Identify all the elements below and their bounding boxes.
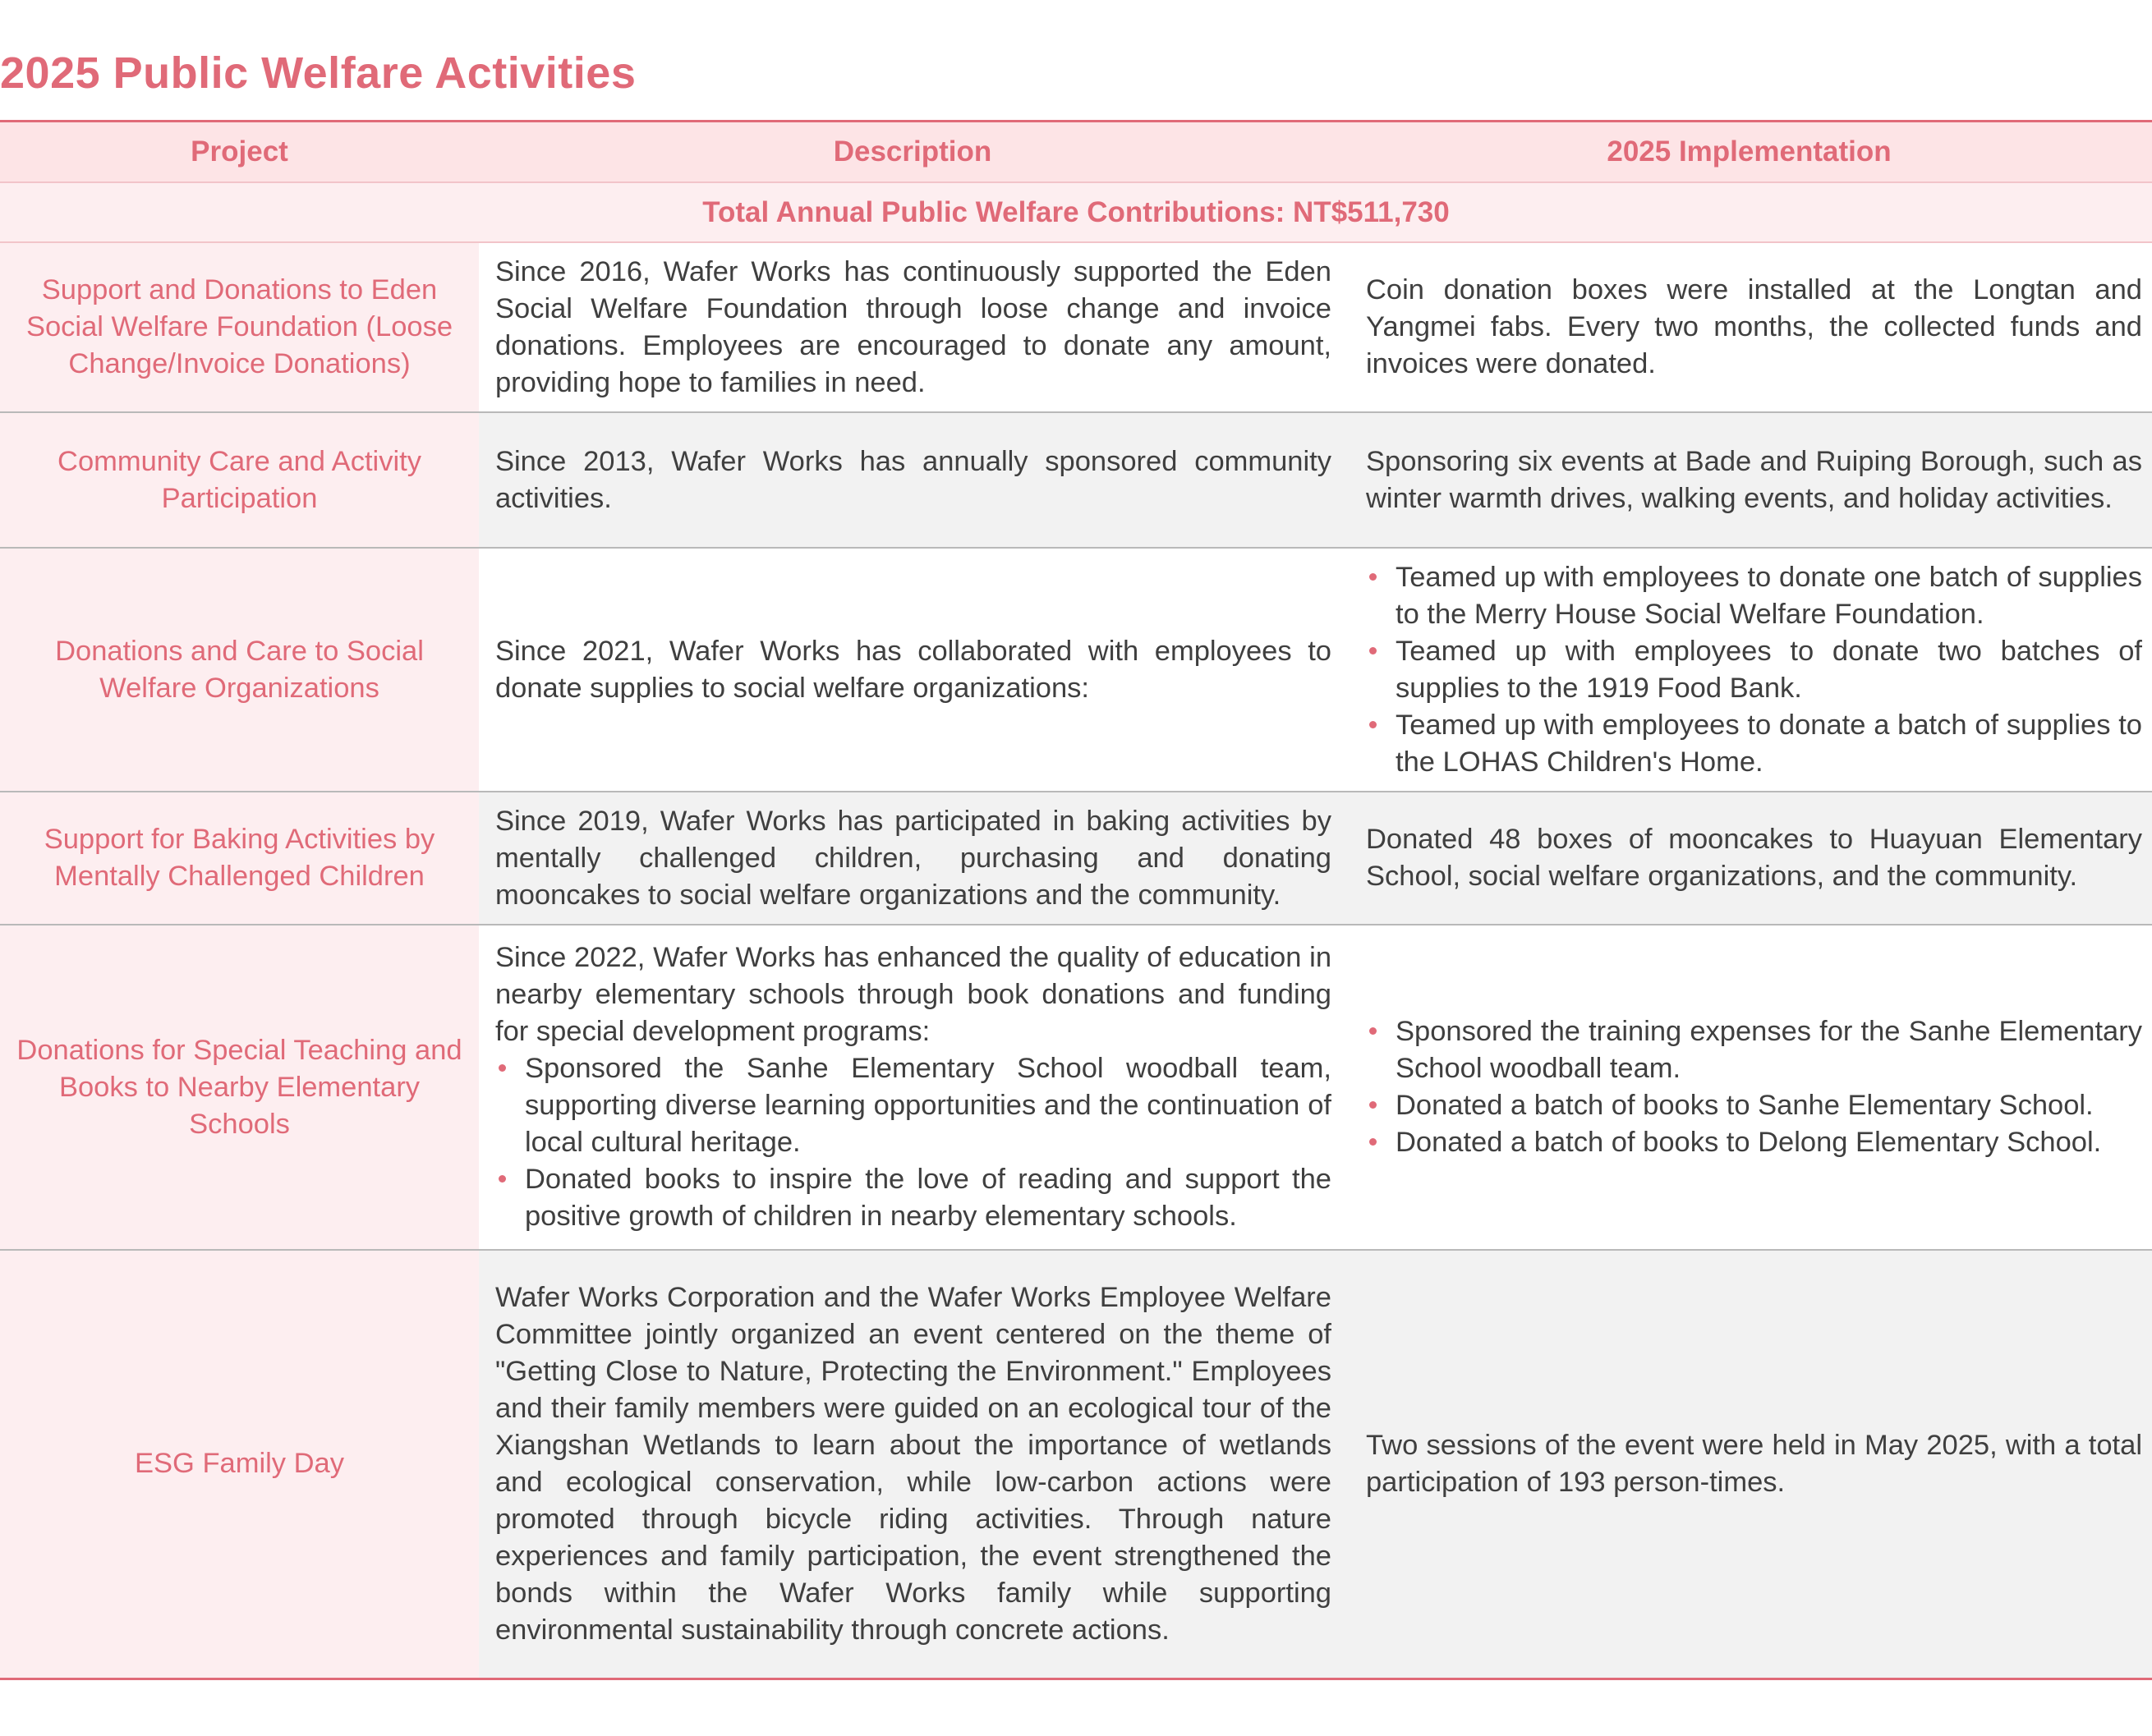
implementation-cell	[1346, 925, 2152, 1250]
list-item: Sponsored the training expenses for the Sanhe Elementary School woodball team.	[1366, 1013, 2142, 1087]
table-row	[0, 1250, 2152, 1679]
description-cell: Since 2013, Wafer Works has annually sponsored community activities.	[479, 412, 1346, 548]
list-item: Donated a batch of books to Sanhe Elementary School.	[1366, 1087, 2142, 1124]
implementation-cell: Two sessions of the event were held in May 2025, with a total participation of 193 person-times.	[1346, 1250, 2152, 1679]
description-cell: Wafer Works Corporation and the Wafer Works Employee Welfare Committee jointly organized an event centered on the theme of "Getting Close to Nature, Protecting the Environment." Employees and their family members were guided on an ecological tour of the Xiangshan Wetlands to learn about the importance of wetlands and ecological conservation, while low-carbon actions were promoted through bicycle riding activities. Through nature experiences and family participation, the event strengthened the bonds within the Wafer Works family while supporting environmental sustainability through concrete actions.	[479, 1250, 1346, 1679]
implementation-bullet-list	[1366, 1013, 2142, 1161]
header-implementation: 2025 Implementation	[1346, 122, 2152, 183]
project-cell: Support and Donations to Eden Social Welfare Foundation (Loose Change/Invoice Donations)	[0, 242, 479, 412]
implementation-cell	[1346, 548, 2152, 792]
project-cell: Donations and Care to Social Welfare Organizations	[0, 548, 479, 792]
header-description: Description	[479, 122, 1346, 183]
table-row	[0, 925, 2152, 1250]
list-item: Donated books to inspire the love of reading and support the positive growth of children in nearby elementary schools.	[495, 1161, 1331, 1235]
project-cell: ESG Family Day	[0, 1250, 479, 1679]
total-contributions-row	[0, 182, 2152, 242]
table-row	[0, 242, 2152, 412]
description-cell: Since 2021, Wafer Works has collaborated with employees to donate supplies to social welfare organizations:	[479, 548, 1346, 792]
header-project: Project	[0, 122, 479, 183]
table-header-row	[0, 122, 2152, 183]
table-row	[0, 792, 2152, 925]
description-cell	[479, 925, 1346, 1250]
project-cell: Support for Baking Activities by Mentally Challenged Children	[0, 792, 479, 925]
list-item: Donated a batch of books to Delong Elementary School.	[1366, 1124, 2142, 1161]
list-item: Teamed up with employees to donate one batch of supplies to the Merry House Social Welfare Foundation.	[1366, 559, 2142, 633]
welfare-activities-table	[0, 120, 2152, 1680]
implementation-cell: Donated 48 boxes of mooncakes to Huayuan Elementary School, social welfare organizations, and the community.	[1346, 792, 2152, 925]
list-item: Teamed up with employees to donate two batches of supplies to the 1919 Food Bank.	[1366, 633, 2142, 707]
list-item: Teamed up with employees to donate a batch of supplies to the LOHAS Children's Home.	[1366, 707, 2142, 781]
description-cell: Since 2016, Wafer Works has continuously supported the Eden Social Welfare Foundation through loose change and invoice donations. Employees are encouraged to donate any amount, providing hope to families in need.	[479, 242, 1346, 412]
page-title: 2025 Public Welfare Activities	[0, 48, 637, 98]
description-bullet-list	[495, 1050, 1331, 1235]
description-cell: Since 2019, Wafer Works has participated in baking activities by mentally challenged children, purchasing and donating mooncakes to social welfare organizations and the community.	[479, 792, 1346, 925]
table-row	[0, 548, 2152, 792]
project-cell: Community Care and Activity Participation	[0, 412, 479, 548]
implementation-cell: Coin donation boxes were installed at the Longtan and Yangmei fabs. Every two months, the collected funds and invoices were donated.	[1346, 242, 2152, 412]
table-row	[0, 412, 2152, 548]
implementation-bullet-list	[1366, 559, 2142, 781]
list-item: Sponsored the Sanhe Elementary School woodball team, supporting diverse learning opportunities and the continuation of local cultural heritage.	[495, 1050, 1331, 1161]
project-cell: Donations for Special Teaching and Books to Nearby Elementary Schools	[0, 925, 479, 1250]
total-contributions: Total Annual Public Welfare Contributions: NT$511,730	[0, 182, 2152, 242]
implementation-cell: Sponsoring six events at Bade and Ruiping Borough, such as winter warmth drives, walking events, and holiday activities.	[1346, 412, 2152, 548]
description-intro: Since 2022, Wafer Works has enhanced the quality of education in nearby elementary schools through book donations and funding for special development programs:	[495, 942, 1331, 1047]
